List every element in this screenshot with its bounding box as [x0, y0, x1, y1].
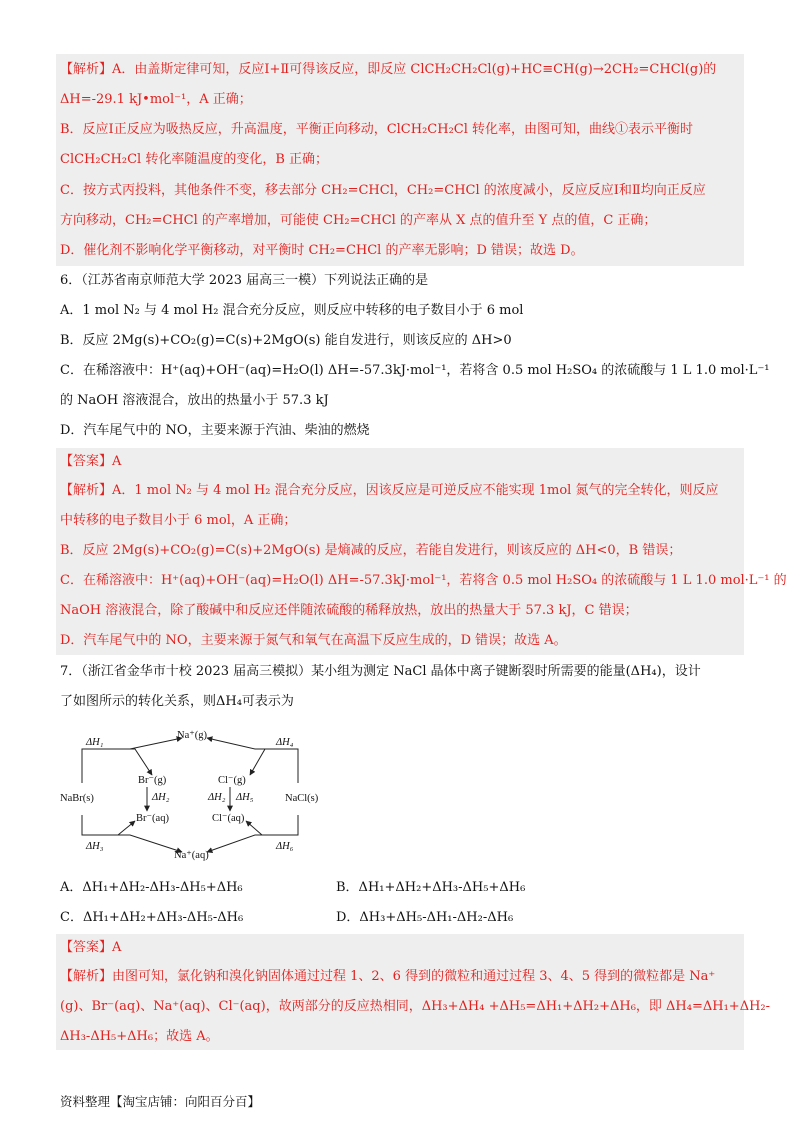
delta-h5-label: ΔH₅	[236, 792, 254, 803]
q6-analysis-line: 【解析】A．1 mol N₂ 与 4 mol H₂ 混合充分反应，因该反应是可逆反应不能实现 1mol 氮气的完全转化，则反应	[60, 483, 719, 498]
q5-analysis-line: D．催化剂不影响化学平衡移动，对平衡时 CH₂=CHCl 的产率无影响；D 错误；故选 D。	[60, 243, 584, 258]
nabr-label: NaBr(s)	[60, 793, 94, 804]
na-plus-aq-label: Na⁺(aq)	[174, 850, 209, 861]
q5-analysis-line: C．按方式丙投料，其他条件不变，移去部分 CH₂=CHCl，CH₂=CHCl 的浓度减小，反应反应Ⅰ和Ⅱ均向正反应	[60, 183, 706, 198]
q7-analysis-line: 【解析】由图可知，氯化钠和溴化钠固体通过过程 1、2、6 得到的微粒和通过过程 3、4、5 得到的微粒都是 Na⁺	[60, 969, 716, 984]
path-to-br-aq	[118, 821, 135, 835]
br-aq-label: Br⁻(aq)	[136, 813, 169, 824]
q6-option-b: B．反应 2Mg(s)+CO₂(g)=C(s)+2MgO(s) 能自发进行，则该反应的 ΔH>0	[60, 333, 512, 348]
q5-analysis-line: ΔH=-29.1 kJ•mol⁻¹，A 正确；	[60, 92, 252, 107]
q6-analysis-line: 中转移的电子数目小于 6 mol，A 正确；	[60, 513, 297, 528]
q5-analysis-line: B．反应Ⅰ正反应为吸热反应，升高温度，平衡正向移动，ClCH₂CH₂Cl 转化率，由图可知，曲线①表示平衡时	[60, 122, 694, 137]
q5-analysis-line: ClCH₂CH₂Cl 转化率随温度的变化，B 正确；	[60, 152, 329, 167]
delta-h2-label: ΔH₂	[152, 792, 170, 803]
q7-option-a: A．ΔH₁+ΔH₂-ΔH₃-ΔH₅+ΔH₆	[60, 880, 243, 895]
q7-option-c: C．ΔH₁+ΔH₂+ΔH₃-ΔH₅-ΔH₆	[60, 910, 244, 925]
nacl-label: NaCl(s)	[285, 793, 319, 804]
hess-cycle-diagram	[40, 725, 340, 865]
na-plus-g-label: Na⁺(g)	[177, 730, 208, 741]
q7-analysis-line: (g)、Br⁻(aq)、Na⁺(aq)、Cl⁻(aq)，故两部分的反应热相同，ΔH₃+ΔH₄ +ΔH₅=ΔH₁+ΔH₂+ΔH₆，即 ΔH₄=ΔH₁+ΔH₂-	[60, 999, 771, 1014]
q7-analysis-line: ΔH₃-ΔH₅+ΔH₆；故选 A。	[60, 1029, 219, 1044]
cl-aq-label: Cl⁻(aq)	[212, 813, 245, 824]
delta-h4-label: ΔH₄	[276, 737, 294, 748]
q6-analysis-line: C．在稀溶液中：H⁺(aq)+OH⁻(aq)=H₂O(l) ΔH=-57.3kJ·mol⁻¹，若将含 0.5 mol H₂SO₄ 的浓硫酸与 1 L 1.0 mol·L⁻¹ 的	[60, 573, 787, 588]
q6-analysis-line: B．反应 2Mg(s)+CO₂(g)=C(s)+2MgO(s) 是熵减的反应，若能自发进行，则该反应的 ΔH<0，B 错误；	[60, 543, 682, 558]
q5-analysis-line: 方向移动，CH₂=CHCl 的产率增加，可能使 CH₂=CHCl 的产率从 X 点的值升至 Y 点的值，C 正确；	[60, 213, 657, 228]
delta-h3-label: ΔH₃	[86, 841, 104, 852]
q7-stem: 7．（浙江省金华市十校 2023 届高三模拟）某小组为测定 NaCl 晶体中离子键断裂时所需要的能量(ΔH₄)，设计	[60, 664, 701, 679]
br-g-label: Br⁻(g)	[138, 775, 167, 786]
delta-h1-label: ΔH₁	[86, 737, 104, 748]
path-to-cl-aq	[246, 821, 262, 835]
q6-option-c: C．在稀溶液中：H⁺(aq)+OH⁻(aq)=H₂O(l) ΔH=-57.3kJ·mol⁻¹，若将含 0.5 mol H₂SO₄ 的浓硫酸与 1 L 1.0 mol·L⁻¹	[60, 363, 770, 378]
q7-option-d: D．ΔH₃+ΔH₅-ΔH₁-ΔH₂-ΔH₆	[336, 910, 514, 925]
q6-option-a: A．1 mol N₂ 与 4 mol H₂ 混合充分反应，则反应中转移的电子数目小于 6 mol	[60, 303, 524, 318]
footer-note: 资料整理【淘宝店铺：向阳百分百】	[60, 1094, 261, 1109]
path-nacl-to-cl-g	[250, 749, 298, 775]
q6-option-c-cont: 的 NaOH 溶液混合，放出的热量小于 57.3 kJ	[60, 393, 329, 408]
cl-g-label: Cl⁻(g)	[218, 775, 246, 786]
q5-analysis-line: 【解析】A．由盖斯定律可知，反应Ⅰ+Ⅱ可得该反应，即反应 ClCH₂CH₂Cl(g)+HC≡CH(g)→2CH₂=CHCl(g)的	[60, 62, 717, 77]
q7-stem-cont: 了如图所示的转化关系，则ΔH₄可表示为	[60, 694, 294, 709]
q6-stem: 6．（江苏省南京师范大学 2023 届高三一模）下列说法正确的是	[60, 273, 429, 288]
q6-answer: 【答案】A	[60, 454, 122, 469]
delta-h6-label: ΔH₆	[276, 841, 294, 852]
delta-h2b-label: ΔH₂	[208, 792, 226, 803]
q6-analysis-line: NaOH 溶液混合，除了酸碱中和反应还伴随浓硫酸的稀释放热，放出的热量大于 57.3 kJ，C 错误；	[60, 603, 638, 618]
q6-option-d: D．汽车尾气中的 NO，主要来源于汽油、柴油的燃烧	[60, 423, 370, 438]
q7-answer: 【答案】A	[60, 940, 122, 955]
q7-option-b: B．ΔH₁+ΔH₂+ΔH₃-ΔH₅+ΔH₆	[336, 880, 526, 895]
q6-analysis-line: D．汽车尾气中的 NO，主要来源于氮气和氧气在高温下反应生成的，D 错误；故选 A。	[60, 633, 567, 648]
path-nabr-to-br-g	[82, 749, 152, 775]
